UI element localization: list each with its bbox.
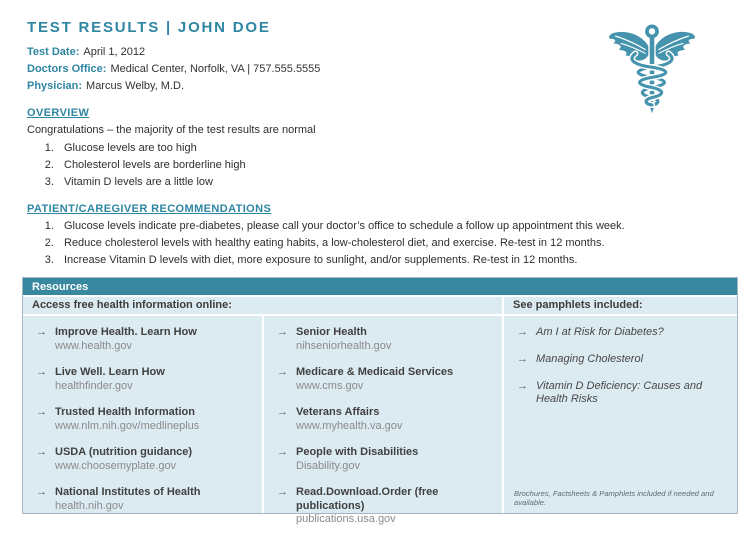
overview-item: 1. Glucose levels are too high bbox=[57, 140, 727, 157]
physician-value: Marcus Welby, M.D. bbox=[86, 80, 185, 92]
recommendation-item: 3. Increase Vitamin D levels with diet, more exposure to sunlight, and/or supplements. Re-test in 12 months. bbox=[57, 252, 727, 269]
resource-title: USDA (nutrition guidance) bbox=[55, 446, 193, 458]
arrow-icon: → bbox=[277, 326, 288, 338]
resource-entry bbox=[272, 486, 496, 527]
resources-subheader-row bbox=[23, 297, 737, 316]
pamphlets-header: See pamphlets included: bbox=[504, 297, 737, 314]
arrow-icon: → bbox=[36, 486, 47, 498]
resource-entry bbox=[31, 446, 256, 473]
test-date-value: April 1, 2012 bbox=[83, 46, 146, 58]
online-resources-header: Access free health information online: bbox=[23, 297, 502, 314]
arrow-icon: → bbox=[36, 406, 47, 418]
resource-entry bbox=[31, 366, 256, 393]
resource-title: People with Disabilities bbox=[296, 446, 419, 458]
resource-url: www.nlm.nih.gov/medlineplus bbox=[55, 419, 200, 432]
online-resources-column-2 bbox=[264, 316, 502, 525]
pamphlets-footnote: Brochures, Factsheets & Pamphlets included if needed and available. bbox=[514, 489, 714, 507]
resource-entry bbox=[272, 406, 496, 433]
arrow-icon: → bbox=[277, 486, 288, 498]
arrow-icon: → bbox=[277, 366, 288, 378]
arrow-icon: → bbox=[517, 353, 528, 365]
arrow-icon: → bbox=[36, 326, 47, 338]
resource-url: www.choosemyplate.gov bbox=[55, 459, 177, 472]
recommendations-heading: PATIENT/CAREGIVER RECOMMENDATIONS bbox=[27, 203, 272, 215]
resource-entry bbox=[272, 326, 496, 353]
online-resources-column-1 bbox=[23, 316, 262, 513]
resource-title: Trusted Health Information bbox=[55, 406, 195, 418]
overview-item: 2. Cholesterol levels are borderline high bbox=[57, 157, 727, 174]
resource-url: Disability.gov bbox=[296, 459, 360, 472]
recommendation-item: 1. Glucose levels indicate pre-diabetes, please call your doctor’s office to schedule a follow up appointment this week. bbox=[57, 218, 727, 235]
resource-entry bbox=[272, 366, 496, 393]
arrow-icon: → bbox=[517, 326, 528, 338]
resources-table-body bbox=[23, 316, 737, 525]
recommendations-list bbox=[27, 218, 727, 269]
doctors-office-value: Medical Center, Norfolk, VA | 757.555.5555 bbox=[110, 63, 321, 75]
pamphlet-entry bbox=[512, 326, 731, 339]
resource-url: nihseniorhealth.gov bbox=[296, 339, 392, 352]
resource-url: publications.usa.gov bbox=[296, 513, 396, 525]
pamphlet-entry bbox=[512, 380, 731, 406]
resource-title: Senior Health bbox=[296, 326, 367, 338]
arrow-icon: → bbox=[36, 366, 47, 378]
overview-heading: OVERVIEW bbox=[27, 107, 90, 119]
resource-title: Medicare & Medicaid Services bbox=[296, 366, 454, 378]
doctors-office-label: Doctors Office: bbox=[27, 63, 107, 75]
test-date-label: Test Date: bbox=[27, 46, 80, 58]
resource-url: www.cms.gov bbox=[296, 379, 364, 392]
overview-list bbox=[27, 140, 727, 191]
pamphlets-column bbox=[504, 316, 737, 513]
resources-table-header: Resources bbox=[23, 278, 737, 297]
caduceus-icon bbox=[606, 22, 698, 118]
page-title: TEST RESULTS | JOHN DOE bbox=[27, 19, 271, 36]
resource-title: Read.Download.Order (free publications) bbox=[296, 486, 439, 512]
pamphlet-title: Managing Cholesterol bbox=[536, 353, 644, 365]
arrow-icon: → bbox=[277, 446, 288, 458]
resource-title: Improve Health. Learn How bbox=[55, 326, 197, 338]
resource-entry bbox=[272, 446, 496, 473]
physician-label: Physician: bbox=[27, 80, 83, 92]
recommendation-item: 2. Reduce cholesterol levels with healthy eating habits, a low-cholesterol diet, and exercise. Re-test in 12 months. bbox=[57, 235, 727, 252]
resource-title: Live Well. Learn How bbox=[55, 366, 165, 378]
resource-entry bbox=[31, 486, 256, 513]
resource-entry bbox=[31, 326, 256, 353]
arrow-icon: → bbox=[277, 406, 288, 418]
resources-table bbox=[22, 277, 738, 525]
resource-entry bbox=[31, 406, 256, 433]
arrow-icon: → bbox=[517, 380, 528, 392]
resource-url: health.nih.gov bbox=[55, 499, 124, 512]
resource-url: healthfinder.gov bbox=[55, 379, 133, 392]
pamphlet-entry bbox=[512, 353, 731, 366]
pamphlet-title: Vitamin D Deficiency: Causes and Health Risks bbox=[536, 380, 703, 405]
pamphlet-title: Am I at Risk for Diabetes? bbox=[536, 326, 664, 338]
resource-title: National Institutes of Health bbox=[55, 486, 201, 498]
resource-title: Veterans Affairs bbox=[296, 406, 380, 418]
overview-intro: Congratulations – the majority of the test results are normal bbox=[27, 124, 316, 136]
arrow-icon: → bbox=[36, 446, 47, 458]
resource-url: www.myhealth.va.gov bbox=[296, 419, 403, 432]
overview-item: 3. Vitamin D levels are a little low bbox=[57, 174, 727, 191]
resource-url: www.health.gov bbox=[55, 339, 133, 352]
